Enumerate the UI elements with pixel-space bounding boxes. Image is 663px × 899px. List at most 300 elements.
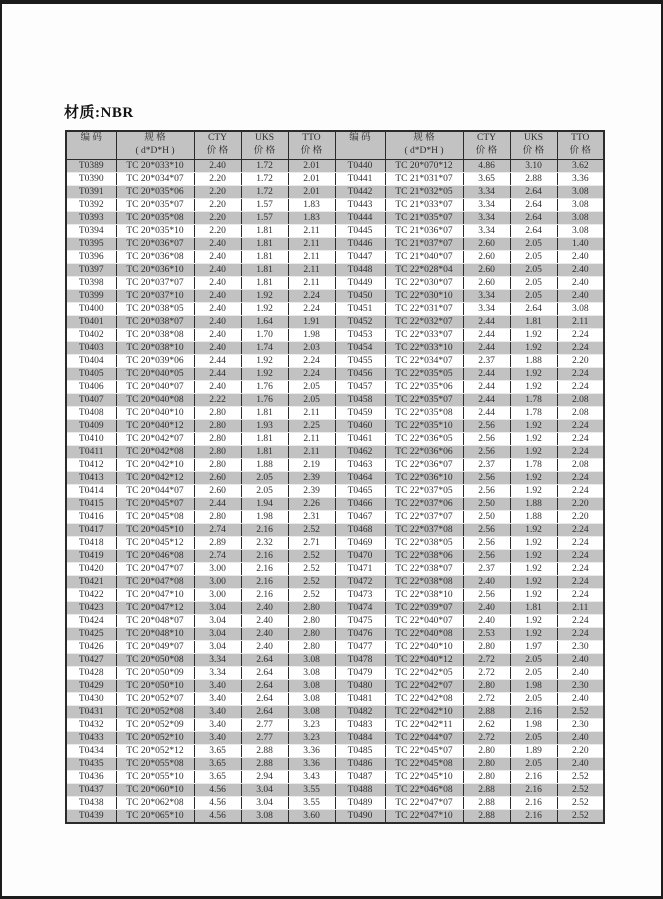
table-row	[66, 705, 604, 718]
cty-price-cell: 2.20	[194, 198, 241, 211]
uks-price-cell: 1.72	[241, 172, 288, 185]
code-cell: T0447	[335, 250, 385, 263]
code-cell: T0413	[66, 471, 116, 484]
uks-price-cell: 1.76	[241, 393, 288, 406]
code-cell: T0470	[335, 549, 385, 562]
table-row	[66, 588, 604, 601]
code-cell: T0475	[335, 614, 385, 627]
tto-price-cell: 2.30	[557, 718, 604, 731]
spec-cell: TC 20*070*12	[385, 159, 463, 172]
code-cell: T0490	[335, 809, 385, 823]
uks-price-cell: 2.40	[241, 640, 288, 653]
uks-price-cell: 2.64	[510, 302, 557, 315]
table-header	[66, 131, 604, 159]
cty-price-cell: 2.74	[194, 549, 241, 562]
tto-price-cell: 2.40	[557, 250, 604, 263]
tto-price-cell: 2.80	[288, 601, 335, 614]
cty-price-cell: 2.40	[194, 276, 241, 289]
uks-price-cell: 1.92	[510, 575, 557, 588]
table-row	[66, 627, 604, 640]
table-row	[66, 315, 604, 328]
tto-price-cell: 2.52	[288, 549, 335, 562]
code-cell: T0437	[66, 783, 116, 796]
cty-price-cell: 2.80	[463, 640, 510, 653]
spec-cell: TC 22*035*06	[385, 380, 463, 393]
tto-price-cell: 2.08	[557, 393, 604, 406]
uks-price-cell: 1.81	[241, 276, 288, 289]
cty-price-cell: 2.40	[194, 289, 241, 302]
code-cell: T0402	[66, 328, 116, 341]
spec-cell: TC 22*042*07	[385, 679, 463, 692]
code-cell: T0398	[66, 276, 116, 289]
code-cell: T0395	[66, 237, 116, 250]
uks-price-subheader: 价 格	[241, 145, 288, 159]
cty-price-cell: 3.04	[194, 601, 241, 614]
code-cell: T0479	[335, 666, 385, 679]
cty-price-cell: 2.80	[463, 744, 510, 757]
table-row	[66, 250, 604, 263]
code-cell: T0458	[335, 393, 385, 406]
cty-price-cell: 2.56	[463, 536, 510, 549]
uks-price-cell: 2.05	[510, 666, 557, 679]
cty-price-cell: 2.80	[194, 406, 241, 419]
code-cell: T0477	[335, 640, 385, 653]
spec-cell: TC 22*030*07	[385, 276, 463, 289]
cty-price-cell: 2.40	[194, 237, 241, 250]
cty-price-cell: 3.65	[194, 757, 241, 770]
code-cell: T0489	[335, 796, 385, 809]
table-row	[66, 471, 604, 484]
cty-price-cell: 2.37	[463, 562, 510, 575]
tto-price-cell: 2.39	[288, 484, 335, 497]
code-cell: T0484	[335, 731, 385, 744]
code-cell: T0422	[66, 588, 116, 601]
spec-cell: TC 20*036*10	[116, 263, 194, 276]
spec-cell: TC 22*044*07	[385, 731, 463, 744]
spec-cell: TC 22*031*07	[385, 302, 463, 315]
code-cell: T0433	[66, 731, 116, 744]
uks-price-cell: 1.92	[241, 354, 288, 367]
code-cell: T0442	[335, 185, 385, 198]
tto-price-cell: 2.24	[557, 367, 604, 380]
cty-price-cell: 2.80	[463, 757, 510, 770]
code-cell: T0392	[66, 198, 116, 211]
uks-price-cell: 2.64	[241, 666, 288, 679]
tto-price-cell: 3.08	[557, 211, 604, 224]
cty-price-cell: 2.40	[463, 614, 510, 627]
spec-cell: TC 22*034*07	[385, 354, 463, 367]
code-cell: T0410	[66, 432, 116, 445]
tto-price-cell: 2.24	[557, 328, 604, 341]
table-row	[66, 198, 604, 211]
code-cell: T0423	[66, 601, 116, 614]
spec-cell: TC 20*042*08	[116, 445, 194, 458]
tto-price-cell: 2.11	[557, 315, 604, 328]
tto-price-cell: 2.30	[557, 679, 604, 692]
table-row	[66, 549, 604, 562]
code-cell: T0463	[335, 458, 385, 471]
uks-price-cell: 2.64	[241, 692, 288, 705]
header-row-sub	[66, 145, 604, 159]
uks-price-cell: 2.88	[510, 172, 557, 185]
table-row	[66, 185, 604, 198]
cty-price-cell: 2.40	[194, 341, 241, 354]
uks-price-cell: 1.76	[241, 380, 288, 393]
cty-price-cell: 2.40	[194, 328, 241, 341]
cty-price-cell: 4.56	[194, 796, 241, 809]
table-row	[66, 159, 604, 172]
cty-price-cell: 2.44	[463, 367, 510, 380]
code-cell: T0485	[335, 744, 385, 757]
cty-price-cell: 2.40	[463, 601, 510, 614]
uks-price-cell: 2.77	[241, 718, 288, 731]
cty-price-cell: 2.44	[194, 367, 241, 380]
cty-price-cell: 2.56	[463, 484, 510, 497]
cty-price-cell: 2.40	[194, 250, 241, 263]
spec-cell: TC 22*035*07	[385, 393, 463, 406]
tto-price-cell: 2.52	[557, 705, 604, 718]
spec-cell: TC 22*042*08	[385, 692, 463, 705]
uks-price-cell: 1.81	[510, 601, 557, 614]
code-cell: T0441	[335, 172, 385, 185]
table-row	[66, 510, 604, 523]
code-cell: T0444	[335, 211, 385, 224]
spec-cell: TC 20*034*07	[116, 172, 194, 185]
table-row	[66, 692, 604, 705]
cty-price-cell: 2.37	[463, 354, 510, 367]
uks-price-cell: 1.81	[241, 250, 288, 263]
uks-price-cell: 2.64	[510, 185, 557, 198]
uks-price-cell: 2.88	[241, 757, 288, 770]
tto-price-cell: 2.05	[288, 393, 335, 406]
table-row	[66, 237, 604, 250]
code-cell: T0457	[335, 380, 385, 393]
uks-price-cell: 1.64	[241, 315, 288, 328]
table-row	[66, 276, 604, 289]
code-cell: T0481	[335, 692, 385, 705]
uks-price-cell: 1.81	[241, 432, 288, 445]
code-cell: T0418	[66, 536, 116, 549]
tto-price-cell: 1.40	[557, 237, 604, 250]
tto-price-cell: 3.36	[288, 744, 335, 757]
uks-price-cell: 1.57	[241, 198, 288, 211]
uks-price-subheader: 价 格	[510, 145, 557, 159]
tto-price-cell: 1.83	[288, 211, 335, 224]
uks-price-cell: 1.92	[510, 523, 557, 536]
uks-price-cell: 1.78	[510, 458, 557, 471]
code-cell: T0440	[335, 159, 385, 172]
table-row	[66, 653, 604, 666]
cty-price-cell: 2.60	[194, 484, 241, 497]
table-row	[66, 211, 604, 224]
cty-price-cell: 2.88	[463, 796, 510, 809]
tto-price-cell: 2.08	[557, 458, 604, 471]
code-cell: T0432	[66, 718, 116, 731]
material-title: 材质:NBR	[64, 105, 134, 121]
spec-subheader: ( d*D*H )	[385, 145, 463, 159]
tto-price-cell: 3.60	[288, 809, 335, 823]
spec-cell: TC 20*035*07	[116, 198, 194, 211]
spec-cell: TC 20*040*12	[116, 419, 194, 432]
table-row	[66, 523, 604, 536]
cty-price-cell: 2.44	[463, 328, 510, 341]
tto-price-cell: 3.08	[557, 224, 604, 237]
spec-cell: TC 22*039*07	[385, 601, 463, 614]
cty-price-cell: 2.20	[194, 185, 241, 198]
spec-cell: TC 20*042*10	[116, 458, 194, 471]
code-cell: T0411	[66, 445, 116, 458]
tto-price-cell: 1.83	[288, 198, 335, 211]
spec-cell: TC 20*046*08	[116, 549, 194, 562]
cty-price-cell: 2.44	[463, 406, 510, 419]
spec-cell: TC 22*047*10	[385, 809, 463, 823]
cty-price-cell: 2.72	[463, 653, 510, 666]
spec-cell: TC 20*038*10	[116, 341, 194, 354]
tto-column-header: TTO	[557, 131, 604, 145]
uks-price-cell: 2.16	[241, 523, 288, 536]
spec-cell: TC 20*040*08	[116, 393, 194, 406]
spec-cell: TC 20*035*08	[116, 211, 194, 224]
tto-price-cell: 2.24	[557, 588, 604, 601]
cty-price-cell: 3.40	[194, 705, 241, 718]
code-subheader-empty	[66, 145, 116, 159]
spec-cell: TC 22*038*08	[385, 575, 463, 588]
uks-price-cell: 2.64	[510, 224, 557, 237]
spec-cell: TC 22*038*05	[385, 536, 463, 549]
uks-price-cell: 1.81	[241, 406, 288, 419]
cty-price-cell: 3.00	[194, 575, 241, 588]
code-cell: T0409	[66, 419, 116, 432]
tto-price-cell: 2.24	[288, 289, 335, 302]
tto-price-cell: 2.20	[557, 354, 604, 367]
uks-price-cell: 2.05	[510, 237, 557, 250]
spec-cell: TC 20*048*07	[116, 614, 194, 627]
spec-cell: TC 20*035*06	[116, 185, 194, 198]
table-row	[66, 445, 604, 458]
tto-price-cell: 2.40	[557, 653, 604, 666]
uks-price-cell: 2.64	[510, 211, 557, 224]
cty-price-cell: 2.44	[463, 380, 510, 393]
spec-cell: TC 20*047*07	[116, 562, 194, 575]
cty-price-cell: 3.34	[463, 224, 510, 237]
table-row	[66, 679, 604, 692]
table-row	[66, 341, 604, 354]
cty-price-cell: 4.56	[194, 783, 241, 796]
page-frame	[2, 4, 661, 896]
tto-price-cell: 3.08	[288, 666, 335, 679]
table-row	[66, 484, 604, 497]
uks-price-cell: 2.16	[510, 770, 557, 783]
uks-price-cell: 2.64	[241, 653, 288, 666]
code-cell: T0446	[335, 237, 385, 250]
tto-price-cell: 3.36	[288, 757, 335, 770]
spec-cell: TC 21*032*05	[385, 185, 463, 198]
code-cell: T0468	[335, 523, 385, 536]
uks-price-cell: 2.05	[510, 731, 557, 744]
code-cell: T0393	[66, 211, 116, 224]
uks-price-cell: 1.93	[241, 419, 288, 432]
spec-cell: TC 22*042*05	[385, 666, 463, 679]
table-row	[66, 432, 604, 445]
code-cell: T0416	[66, 510, 116, 523]
table-row	[66, 718, 604, 731]
tto-price-cell: 2.39	[288, 471, 335, 484]
tto-price-cell: 3.55	[288, 783, 335, 796]
code-subheader-empty	[335, 145, 385, 159]
uks-price-cell: 2.16	[241, 562, 288, 575]
tto-price-cell: 2.11	[288, 224, 335, 237]
spec-cell: TC 22*036*06	[385, 445, 463, 458]
tto-price-cell: 2.40	[557, 289, 604, 302]
tto-price-cell: 3.36	[557, 172, 604, 185]
cty-price-cell: 2.74	[194, 523, 241, 536]
tto-price-cell: 2.24	[557, 380, 604, 393]
code-cell: T0399	[66, 289, 116, 302]
cty-price-cell: 3.04	[194, 640, 241, 653]
price-table	[65, 130, 605, 824]
uks-price-cell: 1.88	[241, 458, 288, 471]
cty-price-cell: 2.80	[463, 770, 510, 783]
table-row	[66, 263, 604, 276]
tto-price-cell: 2.31	[288, 510, 335, 523]
cty-price-cell: 2.80	[194, 432, 241, 445]
code-cell: T0401	[66, 315, 116, 328]
uks-price-cell: 2.32	[241, 536, 288, 549]
code-cell: T0429	[66, 679, 116, 692]
cty-price-cell: 3.34	[463, 289, 510, 302]
cty-price-cell: 2.60	[194, 471, 241, 484]
code-cell: T0426	[66, 640, 116, 653]
spec-cell: TC 20*047*10	[116, 588, 194, 601]
cty-price-cell: 2.56	[463, 471, 510, 484]
uks-price-cell: 1.81	[510, 315, 557, 328]
code-cell: T0460	[335, 419, 385, 432]
spec-cell: TC 20*033*10	[116, 159, 194, 172]
tto-price-cell: 2.52	[557, 770, 604, 783]
spec-cell: TC 21*036*07	[385, 224, 463, 237]
uks-price-cell: 1.92	[510, 549, 557, 562]
spec-cell: TC 21*031*07	[385, 172, 463, 185]
spec-cell: TC 20*045*07	[116, 497, 194, 510]
cty-price-cell: 3.65	[463, 172, 510, 185]
uks-price-cell: 1.78	[510, 393, 557, 406]
uks-price-cell: 1.57	[241, 211, 288, 224]
uks-price-cell: 2.16	[510, 705, 557, 718]
cty-price-cell: 2.22	[194, 393, 241, 406]
table-row	[66, 172, 604, 185]
uks-price-cell: 1.92	[510, 367, 557, 380]
tto-price-cell: 1.98	[288, 328, 335, 341]
spec-cell: TC 20*055*08	[116, 757, 194, 770]
tto-price-cell: 1.91	[288, 315, 335, 328]
spec-cell: TC 20*052*10	[116, 731, 194, 744]
uks-price-cell: 1.92	[510, 614, 557, 627]
uks-price-cell: 1.92	[241, 367, 288, 380]
tto-price-cell: 2.26	[288, 497, 335, 510]
tto-price-cell: 3.08	[288, 705, 335, 718]
spec-cell: TC 20*038*07	[116, 315, 194, 328]
code-cell: T0430	[66, 692, 116, 705]
tto-price-cell: 2.11	[288, 276, 335, 289]
tto-price-cell: 2.11	[288, 432, 335, 445]
tto-price-cell: 2.40	[557, 692, 604, 705]
uks-price-cell: 1.92	[241, 302, 288, 315]
tto-price-cell: 3.55	[288, 796, 335, 809]
uks-price-cell: 2.64	[510, 198, 557, 211]
spec-cell: TC 20*042*07	[116, 432, 194, 445]
cty-price-cell: 2.20	[194, 224, 241, 237]
tto-price-cell: 2.11	[288, 406, 335, 419]
uks-price-cell: 1.81	[241, 263, 288, 276]
spec-cell: TC 22*032*07	[385, 315, 463, 328]
cty-price-cell: 3.00	[194, 588, 241, 601]
tto-price-cell: 2.24	[557, 536, 604, 549]
spec-cell: TC 20*048*10	[116, 627, 194, 640]
code-cell: T0407	[66, 393, 116, 406]
uks-price-cell: 3.10	[510, 159, 557, 172]
cty-price-cell: 3.04	[194, 614, 241, 627]
table-row	[66, 302, 604, 315]
uks-price-cell: 3.04	[241, 796, 288, 809]
uks-price-cell: 1.92	[241, 289, 288, 302]
code-cell: T0473	[335, 588, 385, 601]
code-cell: T0403	[66, 341, 116, 354]
tto-price-cell: 2.01	[288, 172, 335, 185]
code-cell: T0443	[335, 198, 385, 211]
spec-cell: TC 20*050*09	[116, 666, 194, 679]
spec-cell: TC 20*045*12	[116, 536, 194, 549]
cty-price-cell: 2.62	[463, 718, 510, 731]
uks-column-header: UKS	[241, 131, 288, 145]
tto-price-cell: 2.52	[288, 588, 335, 601]
code-cell: T0421	[66, 575, 116, 588]
code-cell: T0415	[66, 497, 116, 510]
tto-price-cell: 2.40	[557, 666, 604, 679]
spec-cell: TC 21*037*07	[385, 237, 463, 250]
uks-price-cell: 1.70	[241, 328, 288, 341]
spec-cell: TC 22*030*10	[385, 289, 463, 302]
table-row	[66, 419, 604, 432]
cty-column-header: CTY	[463, 131, 510, 145]
cty-price-cell: 3.40	[194, 679, 241, 692]
code-cell: T0472	[335, 575, 385, 588]
spec-cell: TC 20*047*08	[116, 575, 194, 588]
uks-price-cell: 3.08	[241, 809, 288, 823]
tto-price-cell: 3.08	[557, 198, 604, 211]
code-cell: T0394	[66, 224, 116, 237]
cty-price-cell: 2.56	[463, 445, 510, 458]
cty-price-cell: 2.37	[463, 458, 510, 471]
uks-price-cell: 1.98	[510, 679, 557, 692]
cty-price-cell: 2.40	[194, 380, 241, 393]
tto-price-cell: 2.20	[557, 744, 604, 757]
cty-price-cell: 2.72	[463, 692, 510, 705]
uks-price-cell: 1.89	[510, 744, 557, 757]
code-cell: T0419	[66, 549, 116, 562]
spec-cell: TC 22*042*11	[385, 718, 463, 731]
cty-price-cell: 2.60	[463, 276, 510, 289]
code-cell: T0471	[335, 562, 385, 575]
uks-price-cell: 2.16	[510, 783, 557, 796]
cty-price-cell: 2.60	[463, 263, 510, 276]
cty-price-cell: 2.80	[194, 419, 241, 432]
uks-price-cell: 2.16	[241, 588, 288, 601]
spec-cell: TC 20*052*12	[116, 744, 194, 757]
cty-price-cell: 2.44	[194, 497, 241, 510]
uks-price-cell: 1.92	[510, 627, 557, 640]
tto-price-cell: 2.20	[557, 510, 604, 523]
uks-price-cell: 2.16	[241, 575, 288, 588]
